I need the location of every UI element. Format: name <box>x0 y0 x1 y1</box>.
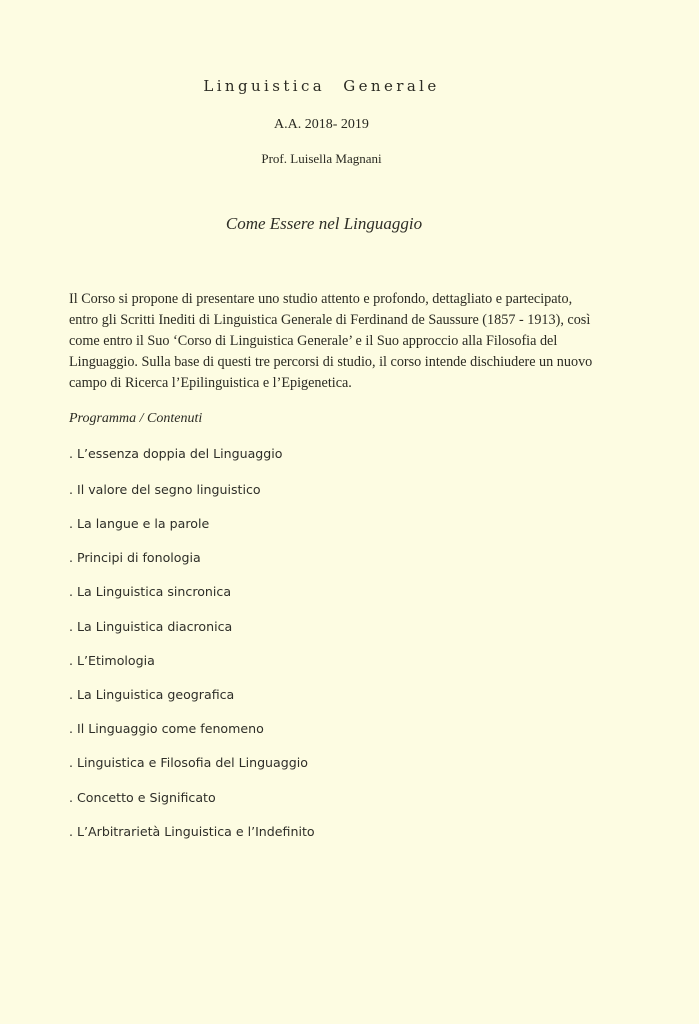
academic-year: A.A. 2018- 2019 <box>274 117 369 132</box>
topic-item: . Principi di fonologia <box>69 550 201 565</box>
topic-item: . La langue e la parole <box>69 516 210 531</box>
topic-item: . La Linguistica diacronica <box>69 619 233 634</box>
topic-item: . Il Linguaggio come fenomeno <box>69 721 264 736</box>
intro-line: entro gli Scritti Inediti di Linguistica Generale di Ferdinand de Saussure (1857 - 1913), così <box>69 312 591 328</box>
topic-item: . La Linguistica geografica <box>69 687 235 702</box>
intro-paragraph <box>69 289 644 394</box>
intro-line: come entro il Suo ‘Corso di Linguistica Generale’ e il Suo approccio alla Filosofia del <box>69 333 558 349</box>
intro-line: campo di Ricerca l’Epilinguistica e l’Epigenetica. <box>69 375 352 391</box>
topic-item: . La Linguistica sincronica <box>69 584 232 599</box>
program-heading: Programma / Contenuti <box>69 411 203 426</box>
professor-name: Prof. Luisella Magnani <box>261 151 382 166</box>
topic-item: . L’Etimologia <box>69 653 155 668</box>
topic-item: . Il valore del segno linguistico <box>69 482 261 497</box>
topic-item: . L’Arbitrarietà Linguistica e l’Indefinito <box>69 824 315 839</box>
topic-item: . L’essenza doppia del Linguaggio <box>69 446 283 461</box>
course-title: Linguistica Generale <box>203 77 440 95</box>
topic-item: . Linguistica e Filosofia del Linguaggio <box>69 755 308 770</box>
topic-item: . Concetto e Significato <box>69 790 216 805</box>
intro-line: Linguaggio. Sulla base di questi tre percorsi di studio, il corso intende dischiudere un nuovo <box>69 354 593 370</box>
intro-line: Il Corso si propone di presentare uno studio attento e profondo, dettagliato e partecipato, <box>69 291 573 307</box>
course-subtitle: Come Essere nel Linguaggio <box>225 214 423 233</box>
